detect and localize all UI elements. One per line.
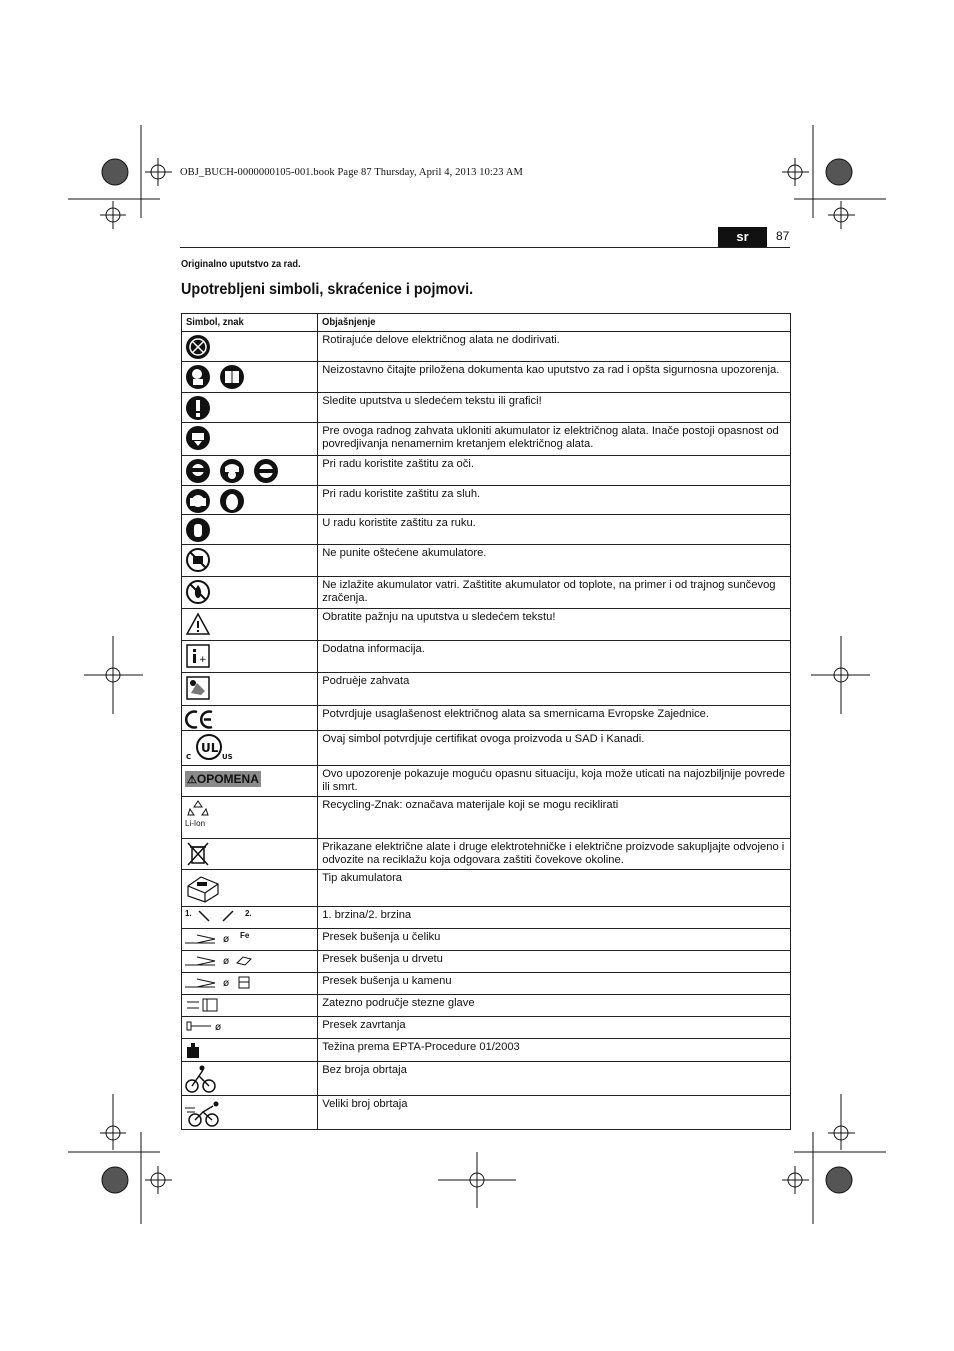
table-row — [182, 1017, 791, 1039]
section-title: Upotrebljeni simboli, skraćenice i pojmovi. — [181, 281, 474, 298]
table-row — [182, 1039, 791, 1062]
svg-text:US: US — [222, 753, 233, 761]
grip-area-icon — [185, 675, 211, 701]
drill-wood-icon — [185, 953, 255, 967]
symbol-cell — [182, 706, 318, 731]
table-row — [182, 486, 791, 515]
symbol-cell — [182, 456, 318, 486]
explanation-cell: Pri radu koristite zaštitu za sluh. — [318, 486, 791, 515]
no-touch-rotating-icon — [185, 334, 211, 360]
svg-text:ø: ø — [215, 1022, 222, 1032]
li-ion-label: Li-Ion — [185, 819, 206, 828]
screw-diameter-icon — [185, 1019, 227, 1032]
table-row — [182, 609, 791, 641]
header-explanation: Objašnjenje — [318, 314, 791, 332]
no-fire-icon — [185, 579, 211, 605]
symbol-cell — [182, 332, 318, 362]
recycling-li-ion-icon — [185, 799, 211, 819]
table-row — [182, 423, 791, 456]
symbol-cell — [182, 797, 318, 839]
table-row — [182, 766, 791, 797]
symbol-cell — [182, 641, 318, 673]
table-header-row — [182, 314, 791, 332]
speed-1-icon — [197, 909, 213, 923]
table-row — [182, 706, 791, 731]
symbol-cell — [182, 973, 318, 995]
bike-fast-icon — [185, 1098, 221, 1128]
explanation-cell: Dodatna informacija. — [318, 641, 791, 673]
table-row — [182, 995, 791, 1017]
symbol-cell — [182, 545, 318, 577]
weee-bin-icon — [185, 841, 211, 867]
table-row — [182, 545, 791, 577]
symbol-cell — [182, 870, 318, 907]
symbol-cell — [182, 423, 318, 456]
explanation-cell: Ne izlažite akumulator vatri. Zaštitite akumulator od toplote, na primer i od trajnog sunčevog zračenja. — [318, 577, 791, 609]
opomena-warning-icon: ⚠OPOMENA — [187, 772, 259, 786]
explanation-cell: U radu koristite zaštitu za ruku. — [318, 515, 791, 545]
drill-steel-icon — [185, 931, 237, 945]
explanation-cell: Neizostavno čitajte priložena dokumenta kao uputstvo za rad i opšta sigurnosna upozorenja. — [318, 362, 791, 393]
explanation-cell: 1. brzina/2. brzina — [318, 907, 791, 929]
ce-mark-icon — [185, 708, 215, 730]
explanation-cell: Podruèje zahvata — [318, 673, 791, 706]
table-row — [182, 731, 791, 766]
symbol-cell — [182, 1017, 318, 1039]
attention-icon — [185, 395, 211, 421]
explanation-cell: Tip akumulatora — [318, 870, 791, 907]
table-row — [182, 393, 791, 423]
explanation-cell: Ne punite oštećene akumulatore. — [318, 545, 791, 577]
cul-us-mark-icon — [185, 733, 235, 763]
explanation-cell: Recycling-Znak: označava materijale koji se mogu reciklirati — [318, 797, 791, 839]
ear-protection-icon — [185, 488, 211, 514]
svg-text:ø: ø — [223, 956, 230, 967]
symbol-cell — [182, 1039, 318, 1062]
symbol-cell: $^{1.}$ $^{2.}$ — [182, 907, 318, 929]
symbols-table — [181, 313, 791, 1130]
symbol-cell — [182, 515, 318, 545]
table-row — [182, 951, 791, 973]
header-symbol: Simbol, znak — [182, 314, 318, 332]
symbol-cell — [182, 731, 318, 766]
symbol-cell — [182, 362, 318, 393]
symbol-cell — [182, 609, 318, 641]
table-row — [182, 515, 791, 545]
explanation-cell: Potvrdjuje usaglašenost električnog alata sa smernicama Evropske Zajednice. — [318, 706, 791, 731]
table-row — [182, 973, 791, 995]
ear-muff-icon — [219, 488, 245, 514]
table-row — [182, 870, 791, 907]
explanation-cell: Sledite uputstva u sledećem tekstu ili grafici! — [318, 393, 791, 423]
explanation-cell: Obratite pažnju na uputstva u sledećem tekstu! — [318, 609, 791, 641]
battery-pack-icon — [185, 872, 221, 904]
remove-battery-icon — [185, 425, 211, 451]
info-icon — [185, 643, 211, 669]
svg-text:ø: ø — [223, 978, 230, 989]
svg-text:ø: ø — [223, 934, 230, 945]
table-row — [182, 641, 791, 673]
weight-icon — [185, 1041, 203, 1059]
no-charge-damaged-icon — [185, 547, 211, 573]
chuck-range-icon — [185, 997, 221, 1013]
explanation-cell: Ovaj simbol potvrdjuje certifikat ovoga proizvoda u SAD i Kanadi. — [318, 731, 791, 766]
page-number: 87 — [776, 229, 790, 243]
explanation-cell: Presek bušenja u čeliku — [318, 929, 791, 951]
explanation-cell: Presek zavrtanja — [318, 1017, 791, 1039]
explanation-cell: Pri radu koristite zaštitu za oči. — [318, 456, 791, 486]
explanation-cell: Bez broja obrtaja — [318, 1062, 791, 1096]
drill-stone-icon — [185, 975, 255, 989]
original-label: Originalno uputstvo za rad. — [181, 258, 301, 270]
table-row — [182, 1062, 791, 1096]
symbol-cell — [182, 393, 318, 423]
eye-protection-icon — [185, 458, 211, 484]
goggles-icon — [253, 458, 279, 484]
symbol-cell — [182, 577, 318, 609]
symbol-cell — [182, 1096, 318, 1130]
symbol-cell — [182, 1062, 318, 1096]
table-row — [182, 456, 791, 486]
language-tag: sr — [718, 227, 767, 247]
explanation-cell: Pre ovoga radnog zahvata ukloniti akumulator iz električnog alata. Inače postoji opasnost od povredjivanja nenamernim kretanjem električnog alata. — [318, 423, 791, 456]
table-row — [182, 907, 791, 929]
explanation-cell: Presek bušenja u kamenu — [318, 973, 791, 995]
table-row — [182, 577, 791, 609]
table-row — [182, 797, 791, 839]
read-manual-icon — [185, 364, 211, 390]
manual-book-icon — [219, 364, 245, 390]
symbol-cell — [182, 673, 318, 706]
symbol-cell — [182, 951, 318, 973]
explanation-cell: Zatezno područje stezne glave — [318, 995, 791, 1017]
explanation-cell: Veliki broj obrtaja — [318, 1096, 791, 1130]
warning-triangle-icon — [185, 611, 211, 637]
bike-slow-icon — [185, 1064, 217, 1094]
table-row — [182, 839, 791, 870]
table-row — [182, 929, 791, 951]
table-row — [182, 332, 791, 362]
symbol-cell — [182, 995, 318, 1017]
symbol-cell — [182, 486, 318, 515]
table-row — [182, 362, 791, 393]
table-row — [182, 1096, 791, 1130]
speed-2-icon — [221, 909, 237, 923]
svg-text:UL: UL — [201, 741, 219, 755]
explanation-cell: Rotirajuće delove električnog alata ne dodirivati. — [318, 332, 791, 362]
header-rule — [180, 247, 790, 248]
svg-text:C: C — [186, 753, 192, 761]
face-shield-icon — [219, 458, 245, 484]
explanation-cell: Presek bušenja u drvetu — [318, 951, 791, 973]
explanation-cell: Prikazane električne alate i druge elektrotehničke i električne proizvode sakupljajte odvojeno i odvozite na reciklažu koja odgovara zaštiti čovekove okoline. — [318, 839, 791, 870]
hand-protection-icon — [185, 517, 211, 543]
explanation-cell: Težina prema EPTA-Procedure 01/2003 — [318, 1039, 791, 1062]
symbol-cell: ø $^{Fe}$ — [182, 929, 318, 951]
svg-text:+: + — [199, 655, 207, 665]
explanation-cell: Ovo upozorenje pokazuje moguću opasnu situaciju, koja može uticati na najozbiljnije povrede ili smrt. — [318, 766, 791, 797]
symbol-cell — [182, 839, 318, 870]
book-info: OBJ_BUCH-0000000105-001.book Page 87 Thursday, April 4, 2013 10:23 AM — [180, 167, 523, 178]
symbol-cell — [182, 766, 318, 797]
table-row — [182, 673, 791, 706]
